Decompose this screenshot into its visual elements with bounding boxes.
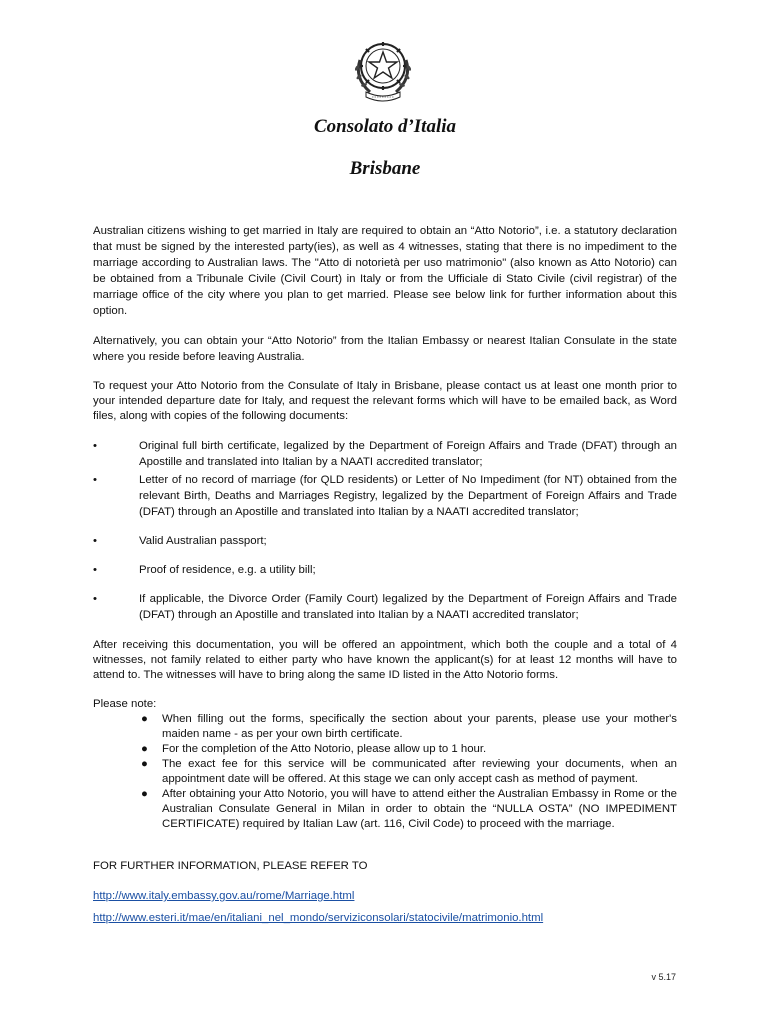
list-item: • If applicable, the Divorce Order (Family Court) legalized by the Department of Foreign Affairs and Trade (DFAT) through an Apostille and translated into Italian by a NAATI accredited translator; <box>93 593 677 621</box>
list-item: • Letter of no record of marriage (for QLD residents) or Letter of No Impediment (for NT) obtained from the relevant Birth, Deaths and Marriages Registry, legalized by the Department of Foreign Affairs and Trade (DFAT) through an Apostille and translated into Italian by a NAATI accredited translator; <box>93 474 677 518</box>
list-item: ● When filling out the forms, specifically the section about your parents, please use your mother's maiden name - as per your own birth certificate. <box>141 713 677 740</box>
list-item: ● For the completion of the Atto Notorio, please allow up to 1 hour. <box>141 743 487 755</box>
document-body <box>93 223 677 926</box>
intro-paragraph: Australian citizens wishing to get married in Italy are required to obtain an “Atto Notorio”, i.e. a statutory declaration that must be signed by the interested party(ies), as well as 4 witnesses, stating that there is no impediment to the marriage according to Australian laws. The "Atto di notorietà per uso matrimonio" (also known as Atto Notorio) can be obtained from a Tribunale Civile (Civil Court) in Italy or from the Ufficiale di Stato Civile (civil registrar) of the marriage office of the city where you plan to get married. Please see below link for further information about this option. <box>93 225 677 317</box>
list-item: • Original full birth certificate, legalized by the Department of Foreign Affairs and Trade (DFAT) through an Apostille and translated into Italian by a NAATI accredited translator; <box>93 440 677 468</box>
appointment-paragraph: After receiving this documentation, you will be offered an appointment, which both the couple and a total of 4 witnesses, not family related to either party who have known the applicant(s) for at least 12 months will have to attend to. The witnesses will have to bring along the same ID listed in the Atto Notorio forms. <box>93 639 677 681</box>
list-item: • Valid Australian passport; <box>93 535 267 547</box>
further-info-heading: FOR FURTHER INFORMATION, PLEASE REFER TO <box>93 860 368 872</box>
note-heading: Please note: <box>93 698 157 710</box>
consulate-city: Brisbane <box>349 158 421 179</box>
list-item: ● The exact fee for this service will be communicated after reviewing your documents, when an appointment date will be offered. At this stage we can only accept cash as method of payment. <box>141 758 677 785</box>
request-paragraph: To request your Atto Notorio from the Consulate of Italy in Brisbane, please contact us at least one month prior to your intended departure date for Italy, and request the relevant forms which will have to be emailed back, as Word files, along with copies of the following documents: <box>93 380 677 422</box>
notes-list <box>93 712 677 832</box>
esteri-matrimonio-link[interactable]: http://www.esteri.it/mae/en/italiani_nel_mondo/serviziconsolari/statocivile/matrimonio.html <box>93 912 544 924</box>
list-item: • Proof of residence, e.g. a utility bill; <box>93 564 316 576</box>
version-label: v 5.17 <box>651 972 676 982</box>
consulate-title: Consolato d’Italia <box>314 116 456 137</box>
list-item: ● After obtaining your Atto Notorio, you will have to attend either the Australian Embassy in Rome or the Australian Consulate General in Milan in order to obtain the “NULLA OSTA” (NO IMPEDIMENT CERTIFICATE) required by Italian Law (art. 116, Civil Code) to proceed with the marriage. <box>141 788 677 830</box>
italian-republic-emblem-icon <box>346 30 420 104</box>
documents-list <box>93 438 677 623</box>
alternative-paragraph: Alternatively, you can obtain your “Atto Notorio” from the Italian Embassy or nearest Italian Consulate in the state where you reside before leaving Australia. <box>93 335 677 363</box>
embassy-marriage-link[interactable]: http://www.italy.embassy.gov.au/rome/Marriage.html <box>93 890 355 902</box>
